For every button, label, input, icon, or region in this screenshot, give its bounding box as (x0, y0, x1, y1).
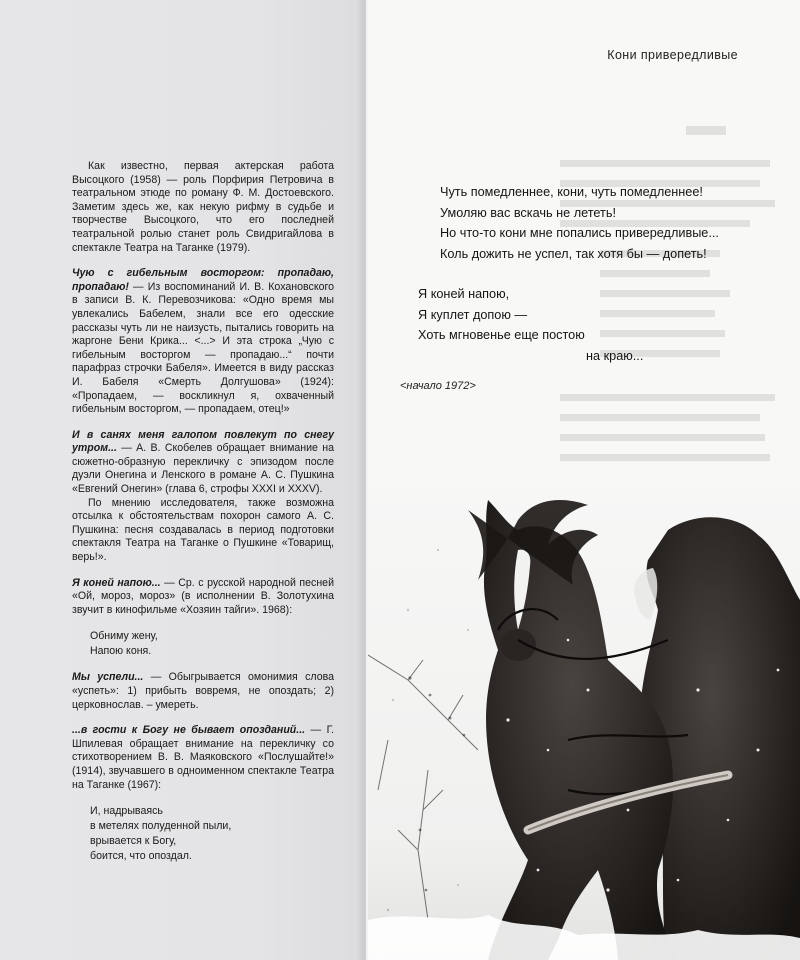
note-text: — Г. Шпилевая обращает внимание на перекличку со стихотворением В. В. Маяковского «Послушайте!» (1914), звучавшего в одноименном спектакле Театра на Таганке (1967): (72, 724, 334, 791)
verse-line: врывается к Богу, (90, 835, 177, 848)
note-lemma: Чую с гибельным восторгом: пропадаю, пропадаю! (72, 267, 334, 293)
commentary-paragraph: По мнению исследователя, также возможна отсылка к обстоятельствам похорон самого А. С. Пушкина: песня создавалась в период подготовки спектакля Театра на Таганке о Пушкине «Товарищ, верь!». (72, 496, 334, 564)
note-lemma: Мы успели... (72, 671, 144, 684)
commentary-note (72, 724, 334, 792)
verse-line: Обниму жену, (90, 630, 158, 643)
verse-line: И, надрываясь (90, 805, 163, 818)
verse-line: Напою коня. (90, 645, 152, 658)
poem (418, 182, 770, 386)
verse-line: в метелях полуденной пыли, (90, 820, 232, 833)
commentary-note (72, 267, 334, 417)
poem-line: Чуть помедленнее, кони, чуть помедленнее! (440, 185, 703, 199)
poem-line: Я коней напою, (418, 287, 510, 301)
commentary-column (72, 160, 334, 876)
note-text: — Ср. с русской народной песней «Ой, мороз, мороз» (в исполнении В. Золотухина звучит в кинофильме «Хозяин тайги». 1968): (72, 576, 334, 616)
poem-line: на краю... (586, 348, 644, 363)
quoted-verse (90, 804, 334, 864)
poem-line: Хоть мгновенье еще постою (418, 328, 585, 342)
horses-photo (368, 490, 800, 960)
poem-line: Я куплет допою — (418, 307, 528, 322)
poem-line: Умоляю вас вскачь не лететь! (440, 205, 616, 220)
running-head: Кони привередливые (607, 48, 738, 62)
poem-line: Но что-то кони мне попались привередливые... (440, 226, 719, 240)
note-text: — А. В. Скобелев обращает внимание на сюжетно-образную перекличку с эпизодом после дуэли Онегина и Ленского в романе А. С. Пушкина «Евгений Онегин» (глава 6, строфы XXXI и XXXV). (72, 442, 334, 496)
poem-refrain (418, 284, 748, 366)
poem-line: Коль дожить не успел, так хотя бы — допеть! (440, 246, 707, 261)
note-lemma: ...в гости к Богу не бывает опозданий... (72, 724, 306, 737)
commentary-note (72, 429, 334, 497)
note-lemma: И в санях меня галопом повлекут по снегу утром... (72, 428, 334, 455)
commentary-paragraph: Как известно, первая актерская работа Высоцкого (1958) — роль Порфирия Петровича в театральном этюде по роману Ф. М. Достоевского. Заметим здесь же, как некую рифму в судьбе и творчестве Высоцкого, что его последней театральной ролью станет роль Свидригайлова в спектакле Театра на Таганке (1979). (72, 160, 334, 254)
note-text: — Обыгрывается омонимия слова «успеть»: 1) прибыть вовремя, не опоздать; 2) церковнослав. – умереть. (72, 671, 335, 711)
note-lemma: Я коней напою... (72, 576, 161, 589)
note-text: — Из воспоминаний И. В. Кохановского в записи В. К. Перевозчикова: «Одно время мы увлекались Бабелем, знали все его одесские рассказы чуть ли не наизусть, пытались говорить на жаргоне Бени Крика... <...> И эта строка „Чую с гибельным восторгом — пропадаю...“ почти парафраз строчки Бабеля». Имеется в виду рассказ И. Бабеля «Смерть Долгушова» (1924): «Пропадаем, — воскликнул я, охваченный гибельным восторгом, — пропадаем, отец!» (72, 280, 334, 416)
commentary-note (72, 577, 334, 618)
commentary-note (72, 671, 334, 712)
poem-stanza (440, 182, 770, 264)
poem-date: <начало 1972> (400, 380, 476, 392)
quoted-verse (90, 629, 334, 659)
verse-line: боится, что опоздал. (90, 850, 192, 863)
